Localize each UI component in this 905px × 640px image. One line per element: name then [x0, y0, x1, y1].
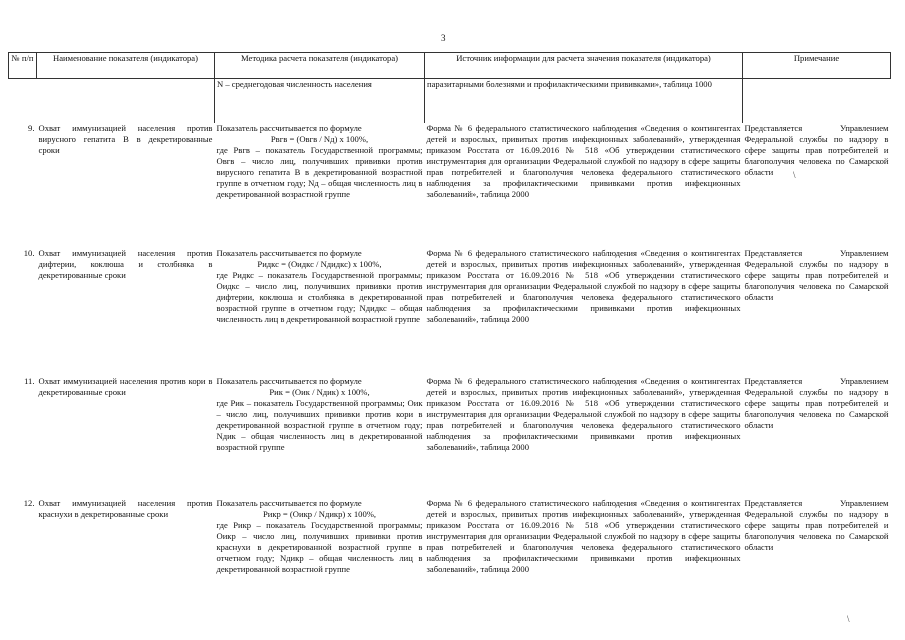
row-note: Представляется Управлением Федеральной службы по надзору в сфере защиты прав потребителей и благополучия человека по Самарской области — [744, 122, 889, 177]
header-source: Источник информации для расчета значения показателя (индикатора) — [425, 53, 743, 79]
method-body: где Pик – показатель Государственной программы; Oик – число лиц, получивших прививки против кори в декретированной возрастной группе в отчетном году; Nдик – общая численность лиц в декретированной возрастной группе — [216, 397, 423, 452]
method-body: где Pикр – показатель Государственной программы; Oикр – число лиц, получивших прививки против краснухи в декретированной возрастной группе в отчетном году; Nдикр – общая численность лиц в декретированной возрастной группе — [216, 519, 423, 574]
header-note: Примечание — [743, 53, 891, 79]
header-name: Наименование показателя (индикатора) — [37, 53, 215, 79]
table-row — [9, 498, 891, 608]
row-name: Охват иммунизацией населения против вирусного гепатита В в декретированные сроки — [38, 122, 213, 155]
row-source: Форма № 6 федерального статистического наблюдения «Сведения о контингентах детей и взрослых, привитых против инфекционных заболеваний», утвержденная приказом Росстата от 16.09.2016 № 518 «Об утверждении статистического инструментария для организации Федеральной службой по надзору в сфере защиты прав потребителей и благополучия человека федерального статистического наблюдения за профилактическими прививками против инфекционных заболеваний», таблица 2000 — [426, 122, 741, 199]
method-formula: Pик = (Oик / Nдик) x 100%, — [269, 386, 370, 397]
method-formula: Pвгв = (Oвгв / Nд) x 100%, — [270, 133, 369, 144]
scan-mark: \ — [847, 614, 850, 624]
method-intro: Показатель рассчитывается по формуле — [216, 122, 362, 133]
scan-mark: \ — [793, 170, 796, 180]
row-note: Представляется Управлением Федеральной службы по надзору в сфере защиты прав потребителей и благополучия человека по Самарской области — [744, 247, 889, 302]
row-note: Представляется Управлением Федеральной службы по надзору в сфере защиты прав потребителей и благополучия человека по Самарской области — [744, 375, 889, 430]
method-formula: Pидкс = (Oидкс / Nдидкс) x 100%, — [257, 258, 382, 269]
method-body: где Pидкс – показатель Государственной программы; Oидкс – число лиц, получивших прививки против дифтерии, коклюша и столбняка в декретированной возрастной группе в отчетном году; Nдидкс – общая численность лиц в декретированной возрастной группе — [216, 269, 423, 324]
row-num: 9. — [28, 122, 35, 133]
row-note: Представляется Управлением Федеральной службы по надзору в сфере защиты прав потребителей и благополучия человека по Самарской области — [744, 497, 889, 552]
row-method — [215, 248, 425, 376]
row-source: Форма № 6 федерального статистического наблюдения «Сведения о контингентах детей и взрослых, привитых против инфекционных заболеваний», утвержденная приказом Росстата от 16.09.2016 № 518 «Об утверждении статистического инструментария для организации Федеральной службой по надзору в сфере защиты прав потребителей и благополучия человека федерального статистического наблюдения за профилактическими прививками против инфекционных заболеваний», таблица 2000 — [426, 375, 741, 452]
method-intro: Показатель рассчитывается по формуле — [216, 497, 362, 508]
table-row — [9, 123, 891, 248]
header-num: № п/п — [9, 53, 37, 79]
method-body: где Pвгв – показатель Государственной программы; Oвгв – число лиц, получивших прививки против вирусного гепатита В в декретированной возрастной группе в отчетном году; Nд – общая численность лиц в декретированной возрастной группе — [216, 144, 423, 199]
cont-method: N – среднегодовая численность населения — [215, 79, 425, 123]
continuation-row — [9, 79, 891, 123]
row-num: 10. — [23, 247, 35, 258]
indicators-table — [8, 52, 891, 608]
row-method — [215, 123, 425, 248]
method-formula: Pикр = (Oикр / Nдикр) x 100%, — [262, 508, 377, 519]
page-number: 3 — [441, 33, 446, 43]
row-name: Охват иммунизацией населения против краснухи в декретированные сроки — [38, 497, 213, 519]
row-num: 11. — [24, 375, 35, 386]
table-row — [9, 248, 891, 376]
method-intro: Показатель рассчитывается по формуле — [216, 375, 362, 386]
row-name: Охват иммунизацией населения против дифтерии, коклюша и столбняка в декретированные сроки — [38, 247, 213, 280]
row-num: 12. — [23, 497, 35, 508]
row-source: Форма № 6 федерального статистического наблюдения «Сведения о контингентах детей и взрослых, привитых против инфекционных заболеваний», утвержденная приказом Росстата от 16.09.2016 № 518 «Об утверждении статистического инструментария для организации Федеральной службой по надзору в сфере защиты прав потребителей и благополучия человека федерального статистического наблюдения за профилактическими прививками против инфекционных заболеваний», таблица 2000 — [426, 497, 741, 574]
row-name: Охват иммунизацией населения против кори в декретированные сроки — [38, 375, 213, 397]
row-method — [215, 498, 425, 608]
cont-source: паразитарными болезнями и профилактическими прививками», таблица 1000 — [425, 79, 743, 123]
table-header — [9, 53, 891, 79]
header-method: Методика расчета показателя (индикатора) — [215, 53, 425, 79]
table-row — [9, 376, 891, 498]
method-intro: Показатель рассчитывается по формуле — [216, 247, 362, 258]
row-method — [215, 376, 425, 498]
row-source: Форма № 6 федерального статистического наблюдения «Сведения о контингентах детей и взрослых, привитых против инфекционных заболеваний», утвержденная приказом Росстата от 16.09.2016 № 518 «Об утверждении статистического инструментария для организации Федеральной службой по надзору в сфере защиты прав потребителей и благополучия человека федерального статистического наблюдения за профилактическими прививками против инфекционных заболеваний», таблица 2000 — [426, 247, 741, 324]
